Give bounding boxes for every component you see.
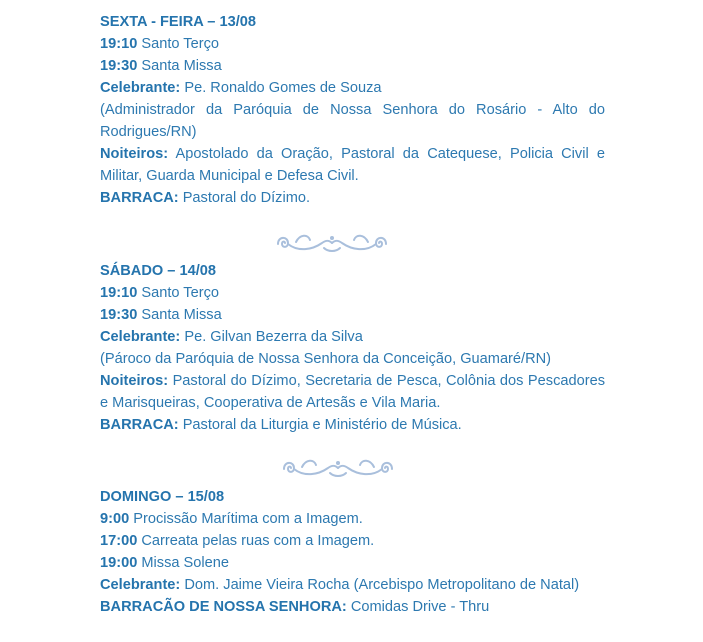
line-text: Pe. Ronaldo Gomes de Souza bbox=[180, 80, 382, 96]
line-text: Santo Terço bbox=[137, 36, 219, 52]
schedule-line bbox=[100, 282, 605, 304]
line-text: Pastoral do Dízimo, Secretaria de Pesca, Colônia dos Pescadores e Marisqueiras, Cooperativa de Artesãs e Vila Maria. bbox=[100, 373, 605, 411]
line-text: Pe. Gilvan Bezerra da Silva bbox=[180, 329, 363, 345]
celebrant-line bbox=[100, 326, 605, 348]
line-text: Pastoral do Dízimo. bbox=[178, 190, 311, 206]
section-heading: SÁBADO – 14/08 bbox=[100, 263, 216, 279]
line-text: Apostolado da Oração, Pastoral da Catequese, Policia Civil e Militar, Guarda Municipal e Defesa Civil. bbox=[100, 146, 605, 184]
line-label: BARRACA: bbox=[100, 417, 179, 433]
section-saturday bbox=[100, 260, 605, 436]
line-text: Pastoral da Liturgia e Ministério de Música. bbox=[178, 417, 462, 433]
line-label: BARRACA: bbox=[100, 190, 179, 206]
section-friday bbox=[100, 11, 605, 209]
line-text: (Administrador da Paróquia de Nossa Senhora do Rosário - Alto do Rodrigues/RN) bbox=[100, 102, 605, 140]
line-text: Procissão Marítima com a Imagem. bbox=[129, 511, 363, 527]
noiteiros-line bbox=[100, 143, 605, 187]
schedule-line bbox=[100, 508, 605, 530]
line-text: Santa Missa bbox=[137, 307, 222, 323]
schedule-line bbox=[100, 33, 605, 55]
line-label: 19:30 bbox=[100, 58, 138, 74]
line-label: Noiteiros: bbox=[100, 146, 169, 162]
section-sunday bbox=[100, 486, 605, 618]
celebrant-note bbox=[100, 99, 605, 143]
schedule-line bbox=[100, 304, 605, 326]
celebrant-note bbox=[100, 348, 605, 370]
line-text: Santa Missa bbox=[137, 58, 222, 74]
line-label: 19:10 bbox=[100, 36, 138, 52]
line-text: Santo Terço bbox=[137, 285, 219, 301]
line-label: Celebrante: bbox=[100, 329, 181, 345]
line-text: Carreata pelas ruas com a Imagem. bbox=[137, 533, 375, 549]
schedule-line bbox=[100, 55, 605, 77]
line-label: 19:00 bbox=[100, 555, 138, 571]
barraca-line bbox=[100, 414, 605, 436]
line-text: Comidas Drive - Thru bbox=[346, 599, 490, 615]
flourish-ornament-icon bbox=[272, 230, 392, 256]
line-text: (Pároco da Paróquia de Nossa Senhora da Conceição, Guamaré/RN) bbox=[100, 351, 552, 367]
line-text: Missa Solene bbox=[137, 555, 229, 571]
noiteiros-line bbox=[100, 370, 605, 414]
celebrant-line bbox=[100, 574, 605, 596]
line-label: Celebrante: bbox=[100, 80, 181, 96]
barraca-line bbox=[100, 187, 605, 209]
line-label: BARRACÃO DE NOSSA SENHORA: bbox=[100, 599, 347, 615]
schedule-line bbox=[100, 552, 605, 574]
line-text: Dom. Jaime Vieira Rocha (Arcebispo Metropolitano de Natal) bbox=[180, 577, 580, 593]
schedule-line bbox=[100, 530, 605, 552]
line-label: 19:10 bbox=[100, 285, 138, 301]
flourish-ornament-icon bbox=[278, 455, 398, 481]
line-label: 17:00 bbox=[100, 533, 138, 549]
barraca-line bbox=[100, 596, 605, 618]
line-label: 9:00 bbox=[100, 511, 130, 527]
line-label: Celebrante: bbox=[100, 577, 181, 593]
line-label: 19:30 bbox=[100, 307, 138, 323]
celebrant-line bbox=[100, 77, 605, 99]
section-heading: SEXTA - FEIRA – 13/08 bbox=[100, 14, 256, 30]
section-heading: DOMINGO – 15/08 bbox=[100, 489, 225, 505]
line-label: Noiteiros: bbox=[100, 373, 169, 389]
